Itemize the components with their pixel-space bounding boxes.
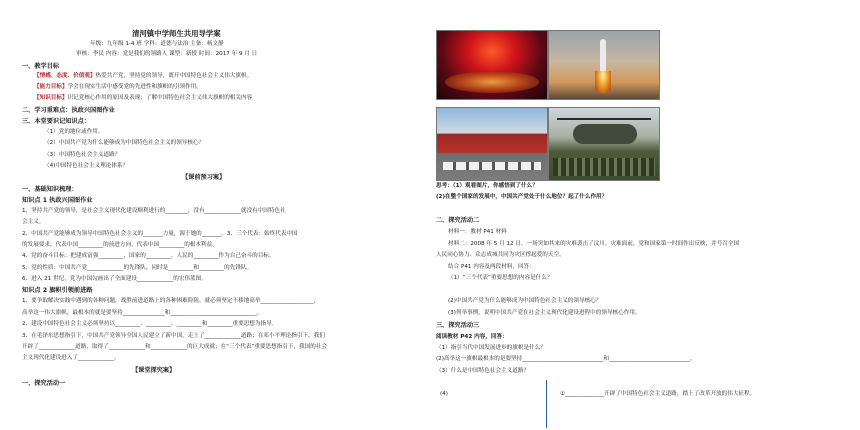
section-key-points: 二、学习重难点：执政兴国图作业 — [22, 107, 115, 114]
knowledge-point-1: 知识点 1 执政兴国图作业 — [22, 197, 93, 204]
r-question-1-line-1: 1、要争取解决实践中遇到的各种问题，战胜前进道路上的各种困难险阻，就必须坚定不移地高举___________________， — [22, 298, 320, 304]
goal-emotion-text: 热爱共产党，坚持党的领导，离开中国特色社会主义伟大旗帜。 — [95, 73, 253, 79]
memorize-item-2: （2）中国共产党为什么能够成为中国特色社会主义的领导核心？ — [44, 140, 205, 146]
class-explore-heading: 【课堂探究案】 — [132, 367, 176, 374]
activity-2-question-3: (3)列举事例，说明中国共产党在社会主义现代化建设进程中的领导核心作用。 — [448, 310, 641, 316]
meta-line-1: 年级：九年级 1-4 班 学科：道德与法治 主备：杨文静 — [90, 41, 224, 47]
r-question-3-line-1: 3、在毛泽东思想指引下，中国共产党领导全国人民建立了新中国，走上了_____________道路；在邓小平理论指引下，我们 — [22, 333, 325, 339]
material-2-line-2: 人民同心协力、众志成城共同为灾区撑起爱的天空。 — [436, 252, 565, 258]
r-question-2: 2、建设中国特色社会主义必须坚持以_________、_________、_________和_________重要思想为指导。 — [22, 321, 278, 327]
question-6: 6、进入 21 世纪，党为中国勾画出了全面建设_____________的宏伟蓝图。 — [22, 276, 207, 282]
section-memorize: 三、本堂要识记知识点： — [22, 118, 91, 125]
activity-2-question-1: （1）“三个代表”重要思想的内容是什么？ — [448, 275, 553, 281]
goal-knowledge — [34, 95, 252, 102]
goal-ability-tag: 【能力目标】 — [34, 84, 68, 90]
fireworks-stadium-photo — [436, 30, 548, 100]
rocket-launch-photo — [548, 30, 660, 100]
memorize-item-1: （1）党的地位或作用。 — [44, 129, 104, 135]
preview-heading: 【课前预习案】 — [182, 174, 226, 181]
goal-ability-text: 学会在现实生活中感受党的先进性和旗帜的引领作用。 — [67, 84, 202, 90]
tiananmen-parade-photo — [436, 107, 548, 181]
question-2-line-2: 的发展要求，代表中国_________的前进方向，代表中国_________的根本利益。 — [22, 242, 218, 248]
question-4: 4、党的奋斗目标：把建成富强_________，国家的_________，人民的_________作为自己奋斗的目标。 — [22, 253, 275, 259]
material-2-line-1: 材料二：2008 年 5 月 12 日，一场突如其来的灾难袭击了汶川。灾难面前，党和国家第一时间作出反映，并号召全国 — [448, 241, 740, 247]
explore-activity-2: 二、探究活动二 — [436, 217, 480, 224]
read-instruction: 阅读教材 P42 内容，回答： — [436, 334, 508, 340]
page-title: 清河镇中学师生共用导学案 — [132, 29, 221, 38]
helicopter-rescue-photo — [548, 107, 660, 181]
r-question-3-line-2: 开辟了_____________道路，取得了_____________和_____________的巨大成就；在“三个代表”重要思想指引下，我国的社会 — [22, 344, 328, 350]
goal-knowledge-text: 识记党核心作用的原因及表现；了解中国特色社会主义伟大旗帜的相关内容 — [67, 95, 253, 101]
combine-instruction: 结合 P41 内容及两段材料，回答： — [448, 264, 535, 270]
activity-2-question-2: (2)中国共产党为什么能够成为中国特色社会主义的领导核心？ — [448, 298, 602, 304]
question-5: 5、党的性质：中国共产党_____________的先锋队，同时是_________和_________的先锋队。 — [22, 265, 253, 271]
goal-emotion — [34, 73, 252, 80]
think-question-2: (2)在整个国家的发展中，中国共产党处于什么地位？起了什么作用？ — [436, 194, 608, 200]
activity-3-question-4-text: ①______________开辟了中国特色社会主义道路，踏上了改革开放的伟大征程。 — [560, 391, 756, 397]
question-1-line-2: 会主义。 — [22, 219, 45, 225]
knowledge-point-2: 知识点 2 旗帜引领前进路 — [22, 287, 93, 294]
memorize-item-4: （4)中国特色社会主义理论体系？ — [44, 163, 129, 169]
goal-emotion-tag: 【情感、态度、价值观】 — [34, 73, 96, 79]
explore-activity-3: 三、探究活动三 — [436, 322, 480, 329]
explore-activity-1: 一、探究活动一 — [22, 380, 66, 387]
r-question-3-line-3: 主义现代化建设进入了_____________。 — [22, 355, 120, 361]
question-2-line-1: 2、中国共产党能够成为领导中国特色社会主义的_______力量，源于她的_______。3、三个代表：始终代表中国 — [22, 231, 298, 237]
activity-3-question-1: （1）指引当代中国发展进步的旗帜是什么？ — [436, 345, 546, 351]
question-1-line-1: 1、坚持共产党的领导，是社会主义现代化建设顺利进行的________，没有_____________就没有中国特色社 — [22, 208, 286, 214]
material-1: 材料一：教材 P41 材料 — [448, 229, 507, 235]
meta-line-2: 审核：李民 内容：党是我们的领路人 课型：新授 时间：2017 年 9 月 日 — [76, 51, 258, 57]
activity-3-question-3: （3）什么是中国特色社会主义道路？ — [436, 368, 530, 374]
section-teaching-goals: 一、教学目标 — [22, 63, 60, 70]
activity-3-question-2: (2)高举这一旗帜最根本的是要坚持_____________________________和_____________________________。 — [436, 356, 696, 362]
memorize-item-3: （3）中国特色社会主义道路？ — [44, 152, 121, 158]
r-question-1-line-2: 高举这一伟大旗帜，最根本的就是要坚持_______________和_______________________________。 — [22, 310, 263, 316]
flowchart-bracket — [546, 380, 555, 428]
goal-ability — [34, 84, 202, 91]
basic-knowledge-heading: 一、基础知识梳理： — [22, 186, 78, 193]
think-question-1: 思考：（1）观看图片，你感悟到了什么？ — [436, 183, 538, 189]
activity-3-question-4-number: (4) — [440, 391, 448, 397]
goal-knowledge-tag: 【知识目标】 — [34, 95, 68, 101]
